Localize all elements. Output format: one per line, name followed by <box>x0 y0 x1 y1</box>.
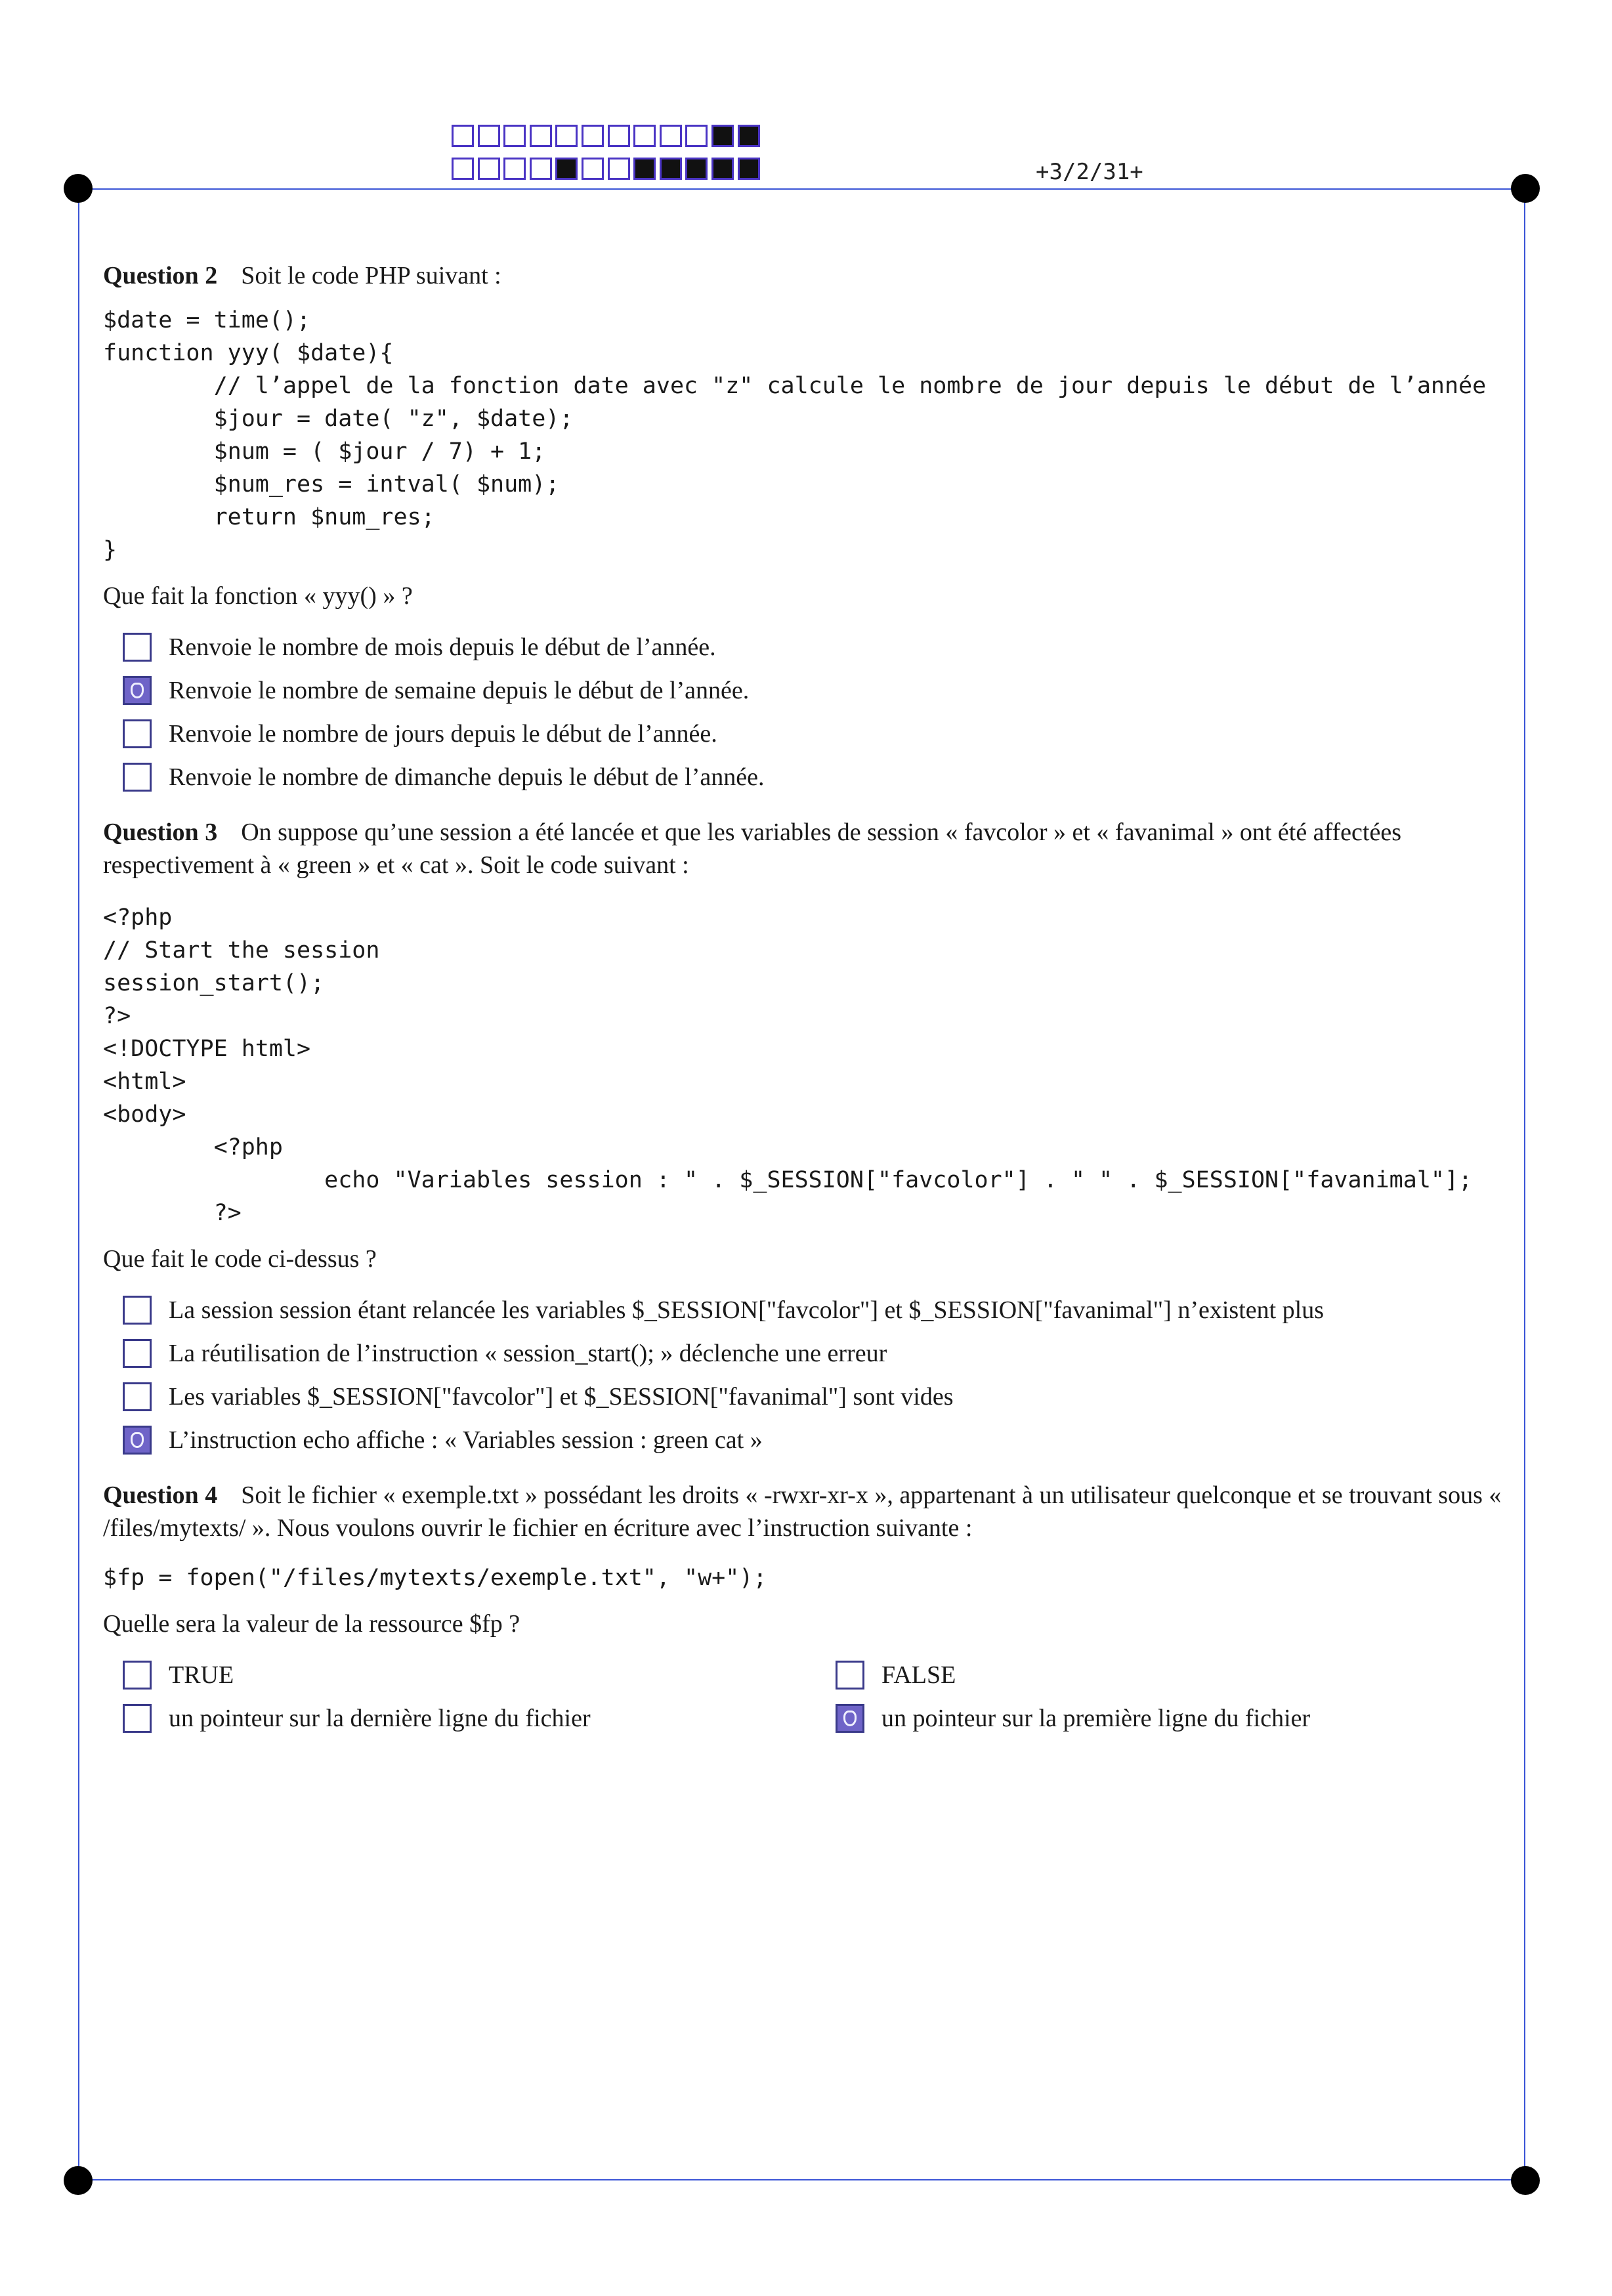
answer-checkbox[interactable] <box>123 633 152 662</box>
answer-choice <box>123 1653 836 1697</box>
answer-text: La session session étant relancée les variables $_SESSION["favcolor"] et $_SESSION["favanimal"] n’existent plus <box>169 1296 1325 1324</box>
id-code-cell <box>608 125 630 147</box>
answer-checkbox[interactable] <box>123 676 152 705</box>
id-code-row-2 <box>452 158 764 184</box>
id-code-cell <box>633 125 656 147</box>
answer-checkbox[interactable] <box>123 763 152 792</box>
id-code-cell <box>738 125 760 147</box>
question-3 <box>103 816 1508 1462</box>
question-4-prompt: Quelle sera la valeur de la ressource $fp ? <box>103 1610 520 1638</box>
question-4-label: Question 4 <box>103 1481 218 1509</box>
answer-choice <box>836 1697 1492 1740</box>
question-2-code: $date = time(); function yyy( $date){ // l’appel de la fonction date avec "z" calcule le nombre de jour depuis le début de l’année $jour = date( "z", $date); $num = ( $jour / 7) + 1; $num_res = intval( $num); return $num_res; } <box>103 307 1487 563</box>
id-code-cell <box>660 158 682 180</box>
id-code-cell <box>478 158 500 180</box>
id-code-cell <box>633 158 656 180</box>
id-code-cell <box>738 158 760 180</box>
question-2-header <box>103 259 1508 292</box>
answer-text: Renvoie le nombre de dimanche depuis le début de l’année. <box>169 763 765 791</box>
answer-choice <box>123 712 1508 755</box>
answer-text: L’instruction echo affiche : « Variables session : green cat » <box>169 1426 763 1454</box>
answer-checkbox[interactable] <box>123 1339 152 1368</box>
question-2-choices <box>123 626 1508 799</box>
question-4-choices <box>123 1653 1508 1740</box>
answer-text: un pointeur sur la dernière ligne du fichier <box>169 1705 591 1732</box>
answer-choice <box>123 1375 1508 1418</box>
question-3-header <box>103 816 1508 882</box>
id-code-cell <box>608 158 630 180</box>
answer-choice <box>123 669 1508 712</box>
answer-checkbox[interactable] <box>123 1296 152 1325</box>
answer-choice <box>123 1332 1508 1375</box>
answer-choice <box>123 1288 1508 1332</box>
question-3-code: <?php // Start the session session_start(); ?> <!DOCTYPE html> <html> <body> <?php echo "Variables session : " . $_SESSION["favcolor"] . " " . $_SESSION["favanimal"]; ?> <box>103 904 1473 1226</box>
question-4-code: $fp = fopen("/files/mytexts/exemple.txt", "w+"); <box>103 1565 767 1591</box>
question-2-prompt: Que fait la fonction « yyy() » ? <box>103 582 413 610</box>
id-code-cell <box>711 158 734 180</box>
answer-checkbox[interactable] <box>836 1661 864 1690</box>
answer-checkbox[interactable] <box>123 1661 152 1690</box>
answer-text: un pointeur sur la première ligne du fichier <box>881 1705 1311 1732</box>
id-code-cell <box>555 125 578 147</box>
id-code-cell <box>503 158 526 180</box>
page-code: +3/2/31+ <box>1036 159 1143 185</box>
id-code-cell <box>530 125 552 147</box>
answer-checkbox[interactable] <box>123 1704 152 1733</box>
question-4 <box>103 1479 1508 1740</box>
answer-text: Renvoie le nombre de mois depuis le début de l’année. <box>169 633 716 661</box>
id-code-cell <box>555 158 578 180</box>
answer-text: TRUE <box>169 1661 234 1689</box>
answer-text: FALSE <box>881 1661 956 1689</box>
id-code-cell <box>503 125 526 147</box>
question-3-label: Question 3 <box>103 818 218 846</box>
question-2-text: Soit le code PHP suivant : <box>241 262 501 289</box>
question-3-prompt: Que fait le code ci-dessus ? <box>103 1245 377 1273</box>
corner-mark-bottom-right <box>1511 2166 1540 2195</box>
answer-choice <box>836 1653 1492 1697</box>
answer-text: Renvoie le nombre de jours depuis le début de l’année. <box>169 720 717 748</box>
id-code-cell <box>530 158 552 180</box>
answer-choice <box>123 626 1508 669</box>
answer-text: Renvoie le nombre de semaine depuis le début de l’année. <box>169 677 750 704</box>
answer-choice <box>123 1418 1508 1462</box>
id-code-row-1 <box>452 125 764 151</box>
answer-checkbox[interactable] <box>123 719 152 748</box>
id-code-cell <box>452 125 474 147</box>
answer-checkbox[interactable] <box>123 1426 152 1455</box>
corner-mark-top-left <box>64 174 93 203</box>
id-code-cell <box>711 125 734 147</box>
answer-text: Les variables $_SESSION["favcolor"] et $_SESSION["favanimal"] sont vides <box>169 1383 954 1411</box>
answer-choice <box>123 1697 836 1740</box>
question-3-text: On suppose qu’une session a été lancée et que les variables de session « favcolor » et « favanimal » ont été affectées respectivement à « green » et « cat ». Soit le code suivant : <box>103 818 1401 879</box>
id-code-cell <box>685 125 708 147</box>
id-code-cell <box>452 158 474 180</box>
answer-text: La réutilisation de l’instruction « session_start(); » déclenche une erreur <box>169 1340 887 1367</box>
answer-checkbox[interactable] <box>836 1704 864 1733</box>
id-code-cell <box>660 125 682 147</box>
question-4-header <box>103 1479 1508 1544</box>
question-3-choices <box>123 1288 1508 1462</box>
answer-checkbox[interactable] <box>123 1382 152 1411</box>
question-2-label: Question 2 <box>103 262 218 289</box>
corner-mark-top-right <box>1511 174 1540 203</box>
exam-content <box>103 259 1508 1740</box>
corner-mark-bottom-left <box>64 2166 93 2195</box>
id-code-cell <box>582 125 604 147</box>
id-code-cell <box>685 158 708 180</box>
id-code-cell <box>582 158 604 180</box>
question-4-text: Soit le fichier « exemple.txt » possédant les droits « -rwxr-xr-x », appartenant à un utilisateur quelconque et se trouvant sous « /files/mytexts/ ». Nous voulons ouvrir le fichier en écriture avec l’instruction suivante : <box>103 1481 1502 1542</box>
answer-choice <box>123 755 1508 799</box>
question-2 <box>103 259 1508 799</box>
id-code-cell <box>478 125 500 147</box>
